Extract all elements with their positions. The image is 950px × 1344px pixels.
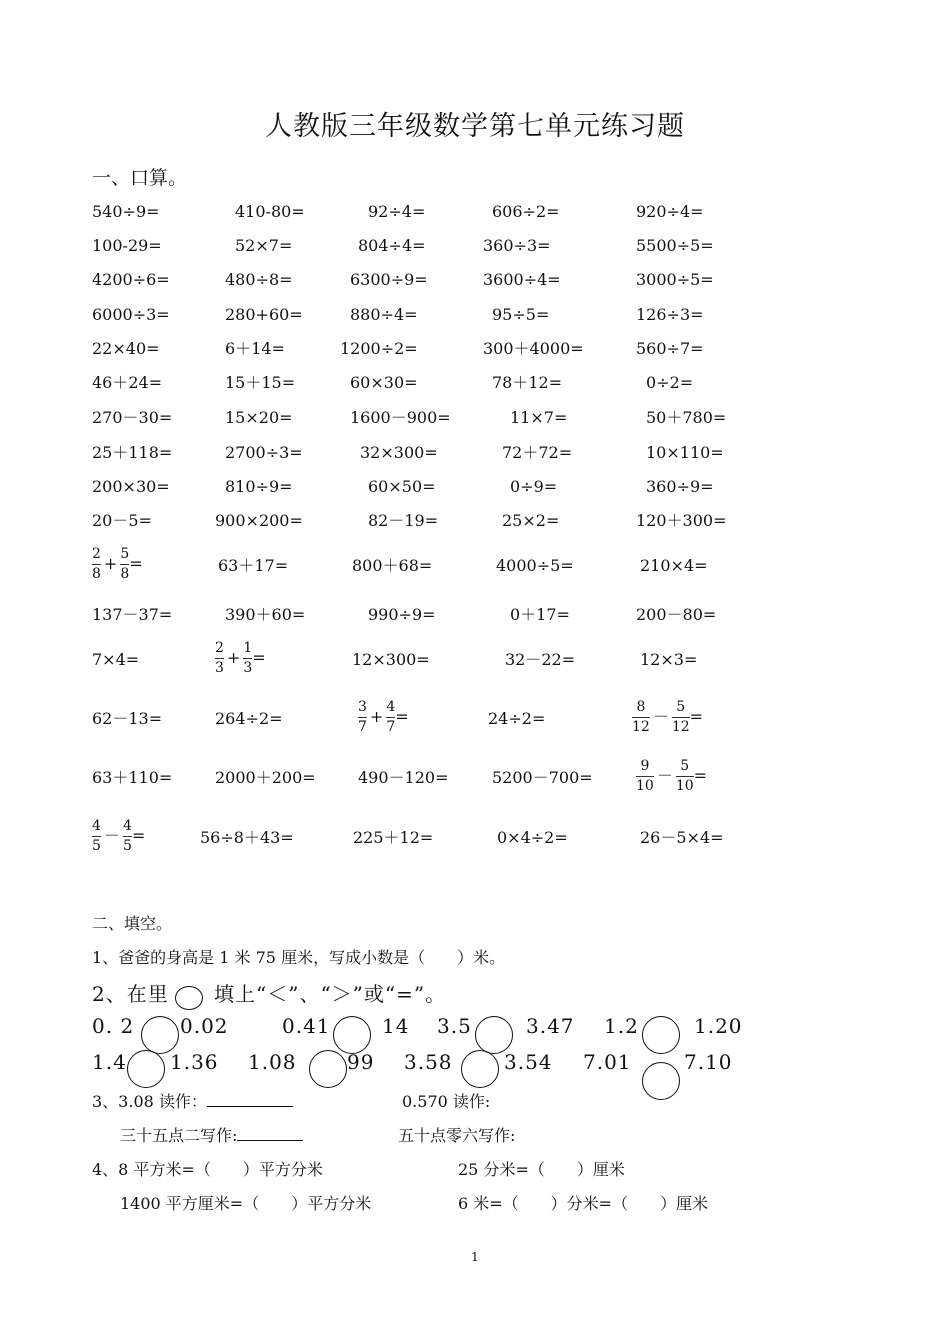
question-3d: 五十点零六写作: xyxy=(398,1126,516,1145)
calc-item: 6000÷3= xyxy=(92,305,170,324)
question-4d: 6 米=（ ）分米=（ ）厘米 xyxy=(458,1194,709,1213)
calc-item: 5500÷5= xyxy=(636,236,714,255)
question-3b: 0.570 读作: xyxy=(402,1092,491,1111)
calc-item: 120＋300= xyxy=(636,511,727,530)
calc-item: 990÷9= xyxy=(368,605,436,624)
question-4b: 25 分米=（ ）厘米 xyxy=(458,1160,625,1179)
calc-item: 15×20= xyxy=(225,408,293,427)
question-3c: 三十五点二写作: xyxy=(120,1123,303,1146)
compare-left: 1.08 xyxy=(248,1050,297,1074)
compare-right: 7.10 xyxy=(684,1050,733,1074)
calc-item: 490－120= xyxy=(358,768,449,787)
calc-fraction: $\frac{8}{12}$ － $\frac{5}{12}$ = xyxy=(632,699,704,735)
compare-left: 3.5 xyxy=(437,1014,472,1038)
calc-item: 60×50= xyxy=(368,477,436,496)
question-3a: 3、3.08 读作： xyxy=(92,1089,293,1112)
calc-item: 200×30= xyxy=(92,477,170,496)
compare-circle[interactable] xyxy=(127,1050,165,1088)
calc-item: 300＋4000= xyxy=(483,339,584,358)
calc-item: 560÷7= xyxy=(636,339,704,358)
calc-item: 0÷9= xyxy=(510,477,558,496)
calc-item: 606÷2= xyxy=(492,202,560,221)
circle-example xyxy=(175,986,203,1010)
calc-item: 225＋12= xyxy=(353,828,434,847)
compare-circle[interactable] xyxy=(475,1016,513,1054)
calc-item: 11×7= xyxy=(510,408,568,427)
compare-circle[interactable] xyxy=(461,1050,499,1088)
calc-item: 360÷3= xyxy=(483,236,551,255)
compare-circle[interactable] xyxy=(309,1050,347,1088)
calc-item: 3000÷5= xyxy=(636,270,714,289)
compare-right: 3.54 xyxy=(504,1050,553,1074)
calc-fraction: $\frac{2}{3}$ + $\frac{1}{3}$ = xyxy=(215,640,266,676)
calc-item: 5200－700= xyxy=(492,768,593,787)
compare-right: 3.47 xyxy=(526,1014,575,1038)
calc-fraction: $\frac{2}{8}$ + $\frac{5}{8}$ = xyxy=(92,546,143,582)
calc-item: 137－37= xyxy=(92,605,173,624)
calc-item: 270－30= xyxy=(92,408,173,427)
calc-item: 26－5×4= xyxy=(640,828,724,847)
calc-item: 78＋12= xyxy=(492,373,563,392)
calc-fraction: $\frac{4}{5}$ － $\frac{4}{5}$ = xyxy=(92,818,146,854)
compare-left: 1.2 xyxy=(604,1014,639,1038)
compare-left: 0. 2 xyxy=(92,1014,135,1038)
calc-item: 880÷4= xyxy=(350,305,418,324)
compare-left: 7.01 xyxy=(583,1050,632,1074)
calc-item: 6300÷9= xyxy=(350,270,428,289)
question-4a: 4、8 平方米=（ ）平方分米 xyxy=(92,1160,323,1179)
calc-item: 25＋118= xyxy=(92,443,173,462)
calc-item: 920÷4= xyxy=(636,202,704,221)
calc-item: 210×4= xyxy=(640,556,708,575)
calc-item: 62－13= xyxy=(92,709,163,728)
question-2-suffix: 填上“＜”、“＞”或“=”。 xyxy=(214,982,447,1006)
calc-item: 480÷8= xyxy=(225,270,293,289)
compare-right: 0.02 xyxy=(180,1014,229,1038)
calc-item: 24÷2= xyxy=(488,709,546,728)
calc-item: 25×2= xyxy=(502,511,560,530)
compare-right: 99 xyxy=(347,1050,375,1074)
page-number: 1 xyxy=(471,1250,479,1264)
calc-item: 0÷2= xyxy=(646,373,694,392)
calc-item: 360÷9= xyxy=(646,477,714,496)
compare-circle[interactable] xyxy=(141,1016,179,1054)
compare-left: 3.58 xyxy=(404,1050,453,1074)
calc-item: 12×3= xyxy=(640,650,698,669)
calc-item: 1600－900= xyxy=(350,408,451,427)
calc-item: 6＋14= xyxy=(225,339,285,358)
calc-item: 0×4÷2= xyxy=(497,828,568,847)
calc-item: 100-29= xyxy=(92,236,162,255)
calc-item: 72＋72= xyxy=(502,443,573,462)
calc-item: 804÷4= xyxy=(358,236,426,255)
page-title: 人教版三年级数学第七单元练习题 xyxy=(265,111,685,142)
calc-item: 7×4= xyxy=(92,650,140,669)
calc-item: 22×40= xyxy=(92,339,160,358)
calc-item: 540÷9= xyxy=(92,202,160,221)
calc-item: 15＋15= xyxy=(225,373,296,392)
answer-blank[interactable] xyxy=(237,1126,303,1141)
calc-fraction: $\frac{3}{7}$ + $\frac{4}{7}$ = xyxy=(358,699,409,735)
calc-item: 46＋24= xyxy=(92,373,163,392)
compare-circle[interactable] xyxy=(333,1016,371,1054)
calc-item: 390＋60= xyxy=(225,605,306,624)
calc-item: 95÷5= xyxy=(492,305,550,324)
calc-item: 32×300= xyxy=(360,443,438,462)
calc-item: 12×300= xyxy=(352,650,430,669)
compare-right: 14 xyxy=(382,1014,410,1038)
question-2-prefix: 2、在里 xyxy=(92,982,169,1006)
calc-item: 63＋110= xyxy=(92,768,173,787)
question-4c: 1400 平方厘米=（ ）平方分米 xyxy=(120,1194,372,1213)
question-1: 1、爸爸的身高是 1 米 75 厘米，写成小数是（ ）米。 xyxy=(92,948,506,967)
calc-item: 92÷4= xyxy=(368,202,426,221)
compare-left: 0.41 xyxy=(282,1014,331,1038)
calc-item: 4200÷6= xyxy=(92,270,170,289)
calc-item: 280+60= xyxy=(225,305,303,324)
compare-right: 1.20 xyxy=(694,1014,743,1038)
compare-circle[interactable] xyxy=(642,1016,680,1054)
calc-item: 2000＋200= xyxy=(215,768,316,787)
calc-item: 810÷9= xyxy=(225,477,293,496)
compare-left: 1.4 xyxy=(92,1050,127,1074)
section-2-heading: 二、填空。 xyxy=(92,914,173,933)
compare-right: 1.36 xyxy=(170,1050,219,1074)
section-1-heading: 一、口算。 xyxy=(92,167,188,189)
calc-item: 410-80= xyxy=(235,202,305,221)
calc-item: 50＋780= xyxy=(646,408,727,427)
calc-item: 32－22= xyxy=(505,650,576,669)
calc-item: 60×30= xyxy=(350,373,418,392)
calc-item: 56÷8＋43= xyxy=(200,828,294,847)
calc-item: 800＋68= xyxy=(352,556,433,575)
calc-item: 4000÷5= xyxy=(496,556,574,575)
calc-item: 82－19= xyxy=(368,511,439,530)
calc-item: 63＋17= xyxy=(218,556,289,575)
calc-item: 3600÷4= xyxy=(483,270,561,289)
calc-item: 264÷2= xyxy=(215,709,283,728)
compare-circle[interactable] xyxy=(642,1062,680,1100)
answer-blank[interactable] xyxy=(207,1092,293,1107)
calc-item: 20－5= xyxy=(92,511,152,530)
calc-item: 0＋17= xyxy=(510,605,570,624)
calc-fraction: $\frac{9}{10}$ － $\frac{5}{10}$ = xyxy=(636,758,708,794)
calc-item: 126÷3= xyxy=(636,305,704,324)
calc-item: 2700÷3= xyxy=(225,443,303,462)
calc-item: 900×200= xyxy=(215,511,303,530)
calc-item: 200－80= xyxy=(636,605,717,624)
calc-item: 10×110= xyxy=(646,443,724,462)
calc-item: 52×7= xyxy=(235,236,293,255)
calc-item: 1200÷2= xyxy=(340,339,418,358)
